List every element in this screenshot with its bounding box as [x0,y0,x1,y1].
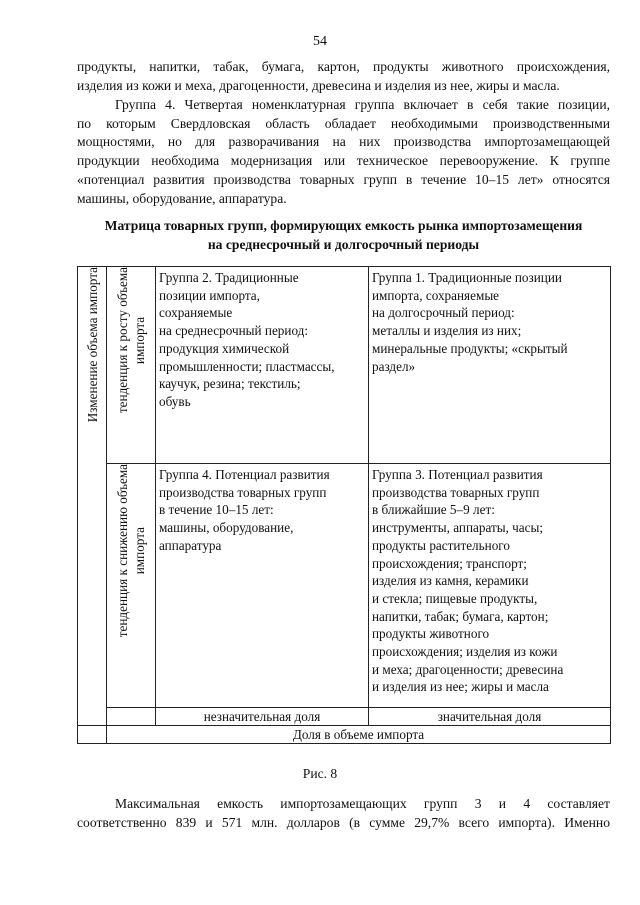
row-label-growth: тенденция к росту объема импорта [115,267,147,414]
row-label-cell [107,267,156,464]
paragraph-conclusion [77,795,610,832]
matrix-title-line: Матрица товарных групп, формирующих емкость рынка импортозамещения [104,218,583,233]
matrix-row-axis [78,726,611,744]
x-col-left: незначительная доля [156,708,369,726]
paragraph-group4 [77,96,610,208]
text-line: «потенциал развития производства товарных групп в течение 10–15 лет» относятся [77,171,610,187]
matrix-title [77,217,610,254]
x-axis-label: Доля в объеме импорта [107,726,611,744]
paragraph-continuation [77,58,610,95]
matrix-row-share [78,708,611,726]
cell-group-4 [156,464,369,708]
text-line: продукты, напитки, табак, бумага, картон, продукты животного происхождения, [77,59,610,74]
cell-group-2-text: Группа 2. Традиционные позиции импорта, сохраняемые на среднесрочный период: продукция химической промышленности; пластмассы, каучук, резина; текстиль; обувь [159,270,335,409]
cell-group-1 [369,267,611,464]
text-line: продукции необходима модернизация или техническое перевооружение. К группе [77,153,610,169]
matrix-row-decline [78,464,611,708]
text-line: изделия из кожи и меха, драгоценности, древесина и изделия из нее, жиры и масла. [77,77,560,93]
text-line: по которым Свердловская область обладает необходимыми производственными [77,115,610,131]
cell-group-4-text: Группа 4. Потенциал развития производства товарных групп в течение 10–15 лет: машины, оборудование, аппаратура [159,467,330,553]
text-line: Максимальная емкость импортозамещающих групп 3 и 4 составляет [115,796,610,811]
y-axis-label: Изменение объема импорта [84,267,100,423]
text-line: мощностями, но для разворачивания на них производства импортозамещающей [77,134,610,150]
cell-group-3-text: Группа 3. Потенциал развития производства товарных групп в ближайшие 5–9 лет: инструменты, аппараты, часы; продукты растительного происхождения; транспорт; изделия из камня, керамики и стекла; пищевые продукты, напитки, табак; бумага, картон; продукты животного происхождения; изделия из кожи и меха; драгоценности; древесина и изделия из нее; жиры и масла [372,467,564,695]
cell-group-1-text: Группа 1. Традиционные позиции импорта, сохраняемые на долгосрочный период: металлы и изделия из них; минеральные продукты; «скрытый раздел» [372,270,568,374]
text-line: Группа 4. Четвертая номенклатурная группа включает в себя такие позиции, [115,97,610,112]
text-line: соответственно 839 и 571 млн. долларов (в сумме 29,7% всего импорта). Именно [77,814,610,830]
cell-group-2 [156,267,369,464]
x-col-right: значительная доля [369,708,611,726]
empty-cell [107,708,156,726]
row-label-cell [107,464,156,708]
page-number: 54 [313,34,327,49]
row-label-decline: тенденция к снижению объема импорта [115,464,147,638]
figure-caption: Рис. 8 [302,766,338,781]
cell-group-3 [369,464,611,708]
text-line: машины, оборудование, аппаратура. [77,190,287,206]
y-axis-label-cell [78,267,107,726]
matrix-table [77,266,611,744]
matrix-row-growth [78,267,611,464]
empty-cell [78,726,107,744]
matrix-title-line: на среднесрочный и долгосрочный периоды [207,236,480,252]
